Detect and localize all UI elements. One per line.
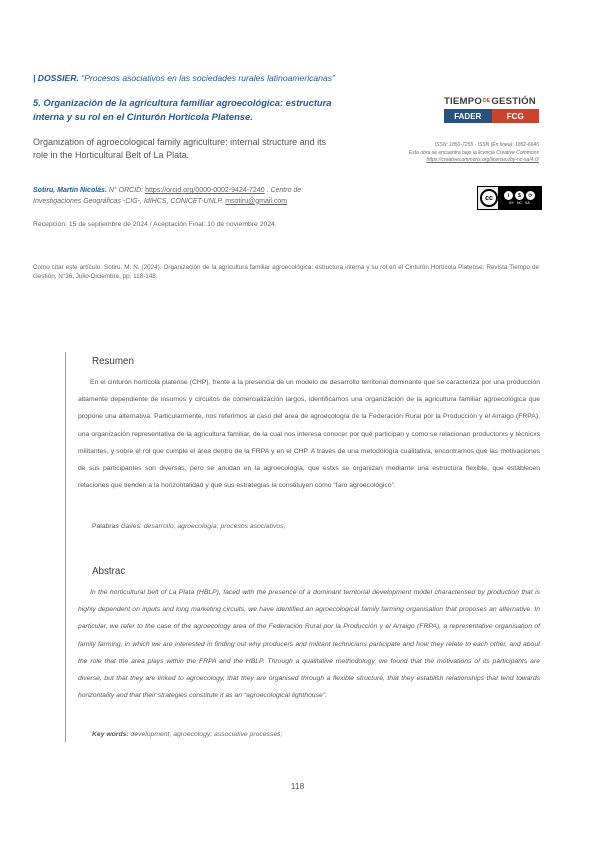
- orcid-label: N° ORCID:: [108, 187, 144, 194]
- dossier-title: “Procesos asociativos en las sociedades rurales latinoamericanas”: [81, 73, 335, 83]
- logo-bar-right: FCG: [492, 109, 540, 123]
- logo-bar-left: FADER: [444, 109, 492, 123]
- keywords-en-label: Key words:: [92, 731, 129, 738]
- author-name: Sotiru, Martín Nicolás.: [33, 187, 107, 194]
- resumen-heading: Resumen: [92, 356, 134, 367]
- cc-license-link[interactable]: https://creativecommons.org/licenses/by-nc-sa/4.0/: [426, 157, 539, 163]
- author-block: [33, 186, 333, 207]
- citation: Como citar este artículo: Sotiru, M. N. (2024). Organización de la agricultura familiar agroecológica: estructura interna y su rol en el Cinturón Hortícola Platense. Revista Tiempo de Gestión, N°36, Julio-Diciembre, pp. 118-148.: [33, 264, 539, 280]
- orcid-link[interactable]: https://orcid.org/0000-0002-9424-7240: [145, 187, 265, 194]
- journal-logo-bars: [444, 109, 539, 123]
- sa-label: SA: [525, 201, 530, 205]
- keywords-en-list: development; agroecology; associative processes;: [130, 731, 283, 738]
- author-affiliation: . Centro de Investigaciones Geográficas -CIG-, IdIHCS, CONICET-UNLP.: [33, 187, 302, 205]
- cc-license-badge[interactable]: [477, 186, 542, 210]
- abstract-divider: [65, 352, 66, 742]
- sa-icon: ⟳: [526, 191, 535, 200]
- article-title-english: Organization of agroecological family agriculture: internal structure and its role in the Horticultural Belt of La Plata.: [33, 137, 327, 160]
- keywords-es: [92, 523, 285, 530]
- by-icon: i: [504, 191, 513, 200]
- cc-icon: cc: [480, 189, 498, 207]
- article-title: 5. Organización de la agricultura familiar agroecológica: estructura interna y su rol en el Cinturón Hortícola Platense.: [33, 97, 332, 122]
- resumen-text: En el cinturón hortícola platense (CHP), frente a la presencia de un modelo de desarrollo territorial dominante que se caracteriza por una producción altamente dependiente de insumos y circuitos de comercialización largos, identificamos una organización de la agricultura familiar agroecológica que propone una alternativa. Particularmente, nos referimos al caso del área de agroecología de la Federación Rural por la Producción y el Arraigo (FRPA), una organización representativa de la agricultura familiar, de la cual nos interesa conocer por qué participan y como se relacionan productorxs y técnicxs militantes, y sobre el rol que cumple el área dentro de la FRPA y en el CHP. A través de una metodología cualitativa, encontramos que las motivaciones de sus participantes son diversas, pero se anudan en la agroecología, que estxs se organizan mediante una estructura flexible, que establecen relaciones que tienden a la horizontalidad y que sus estrategias la constituyen como “faro agroecológico”.: [78, 379, 540, 490]
- cc-notice: Esta obra se encuentra bajo la licencia Creative Commons: [408, 149, 539, 156]
- journal-name: TIEMPODEGESTIÓN: [444, 96, 536, 107]
- issn-line: ISSN: 1850-7255 - ISSN (En línea): 1852-6646: [434, 142, 539, 148]
- section-label: | DOSSIER.: [33, 73, 79, 83]
- nc-icon: $: [515, 191, 524, 200]
- keywords-es-list: desarrollo; agroecología; procesos asociativos;: [143, 523, 286, 530]
- author-email[interactable]: msotiru@gmail.com: [225, 197, 288, 205]
- keywords-en: [92, 731, 282, 738]
- abstract-text: In the horticultural belt of La Plata (HBLP), faced with the presence of a dominant territorial development model characterised by production that is highly dependent on inputs and long marketing circuits, we have identified an agroecological family farming organisation that proposes an alternative. In particular, we refer to the case of the agroecology area of the Federación Rural por la Producción y el Arraigo (FRPA), a representative organisation of family farming, in which we are interested in finding out why producers and militant technicians participate and how they relate to each other, and about the role that the area plays within the FRPA and the HBLP. Through a qualitative methodology, we found that the motivations of its participants are diverse, but that they are linked to agroecology, that they are organised through a flexible structure, that they establish relationships that tend towards horizontality and that their strategies constitute it as an “agroecological lighthouse”.: [78, 589, 540, 700]
- license-info: [409, 142, 539, 165]
- page-number: 118: [290, 781, 305, 791]
- reception-dates: Recepción: 15 de septiembre de 2024 / Aceptación Final: 10 de noviembre 2024.: [33, 221, 277, 228]
- dossier-header: [33, 73, 335, 83]
- keywords-es-label: Palabras claves:: [92, 523, 142, 530]
- journal-logo: [444, 96, 539, 123]
- by-label: BY: [509, 201, 514, 205]
- nc-label: NC: [516, 201, 523, 205]
- abstract-heading: Abstrac: [92, 566, 126, 577]
